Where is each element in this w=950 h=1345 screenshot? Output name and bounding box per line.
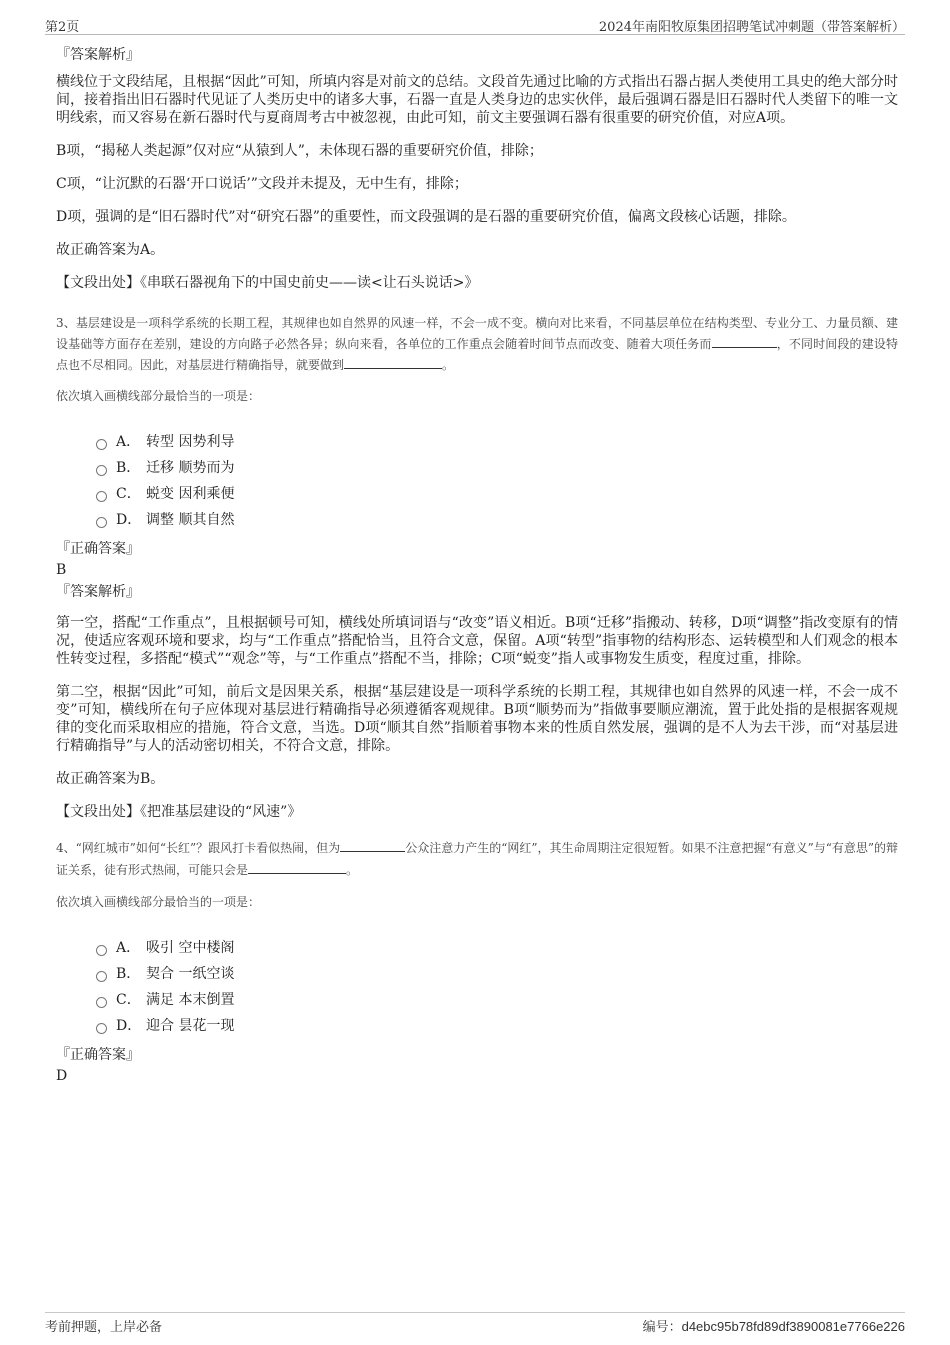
analysis-conclusion: 故正确答案为A。 bbox=[56, 242, 165, 258]
footer-slogan: 考前押题，上岸必备 bbox=[45, 1320, 163, 1335]
option-b[interactable]: B． 契合 一纸空谈 bbox=[96, 961, 898, 987]
analysis-conclusion: 故正确答案为B。 bbox=[56, 771, 165, 787]
correct-answer-value: D bbox=[56, 1068, 68, 1084]
question-3-stem: 3、基层建设是一项科学系统的长期工程，其规律也如自然界的风速一样，不会一成不变。横向对比来看，不同基层单位在结构类型、专业分工、力量员额、建设基础等方面存在差别，建设的方向路子必然各异；纵向来看，各单位的工作重点会随着时间节点而改变、随着大项任务而 ，不同时间段的建设特点也不尽相同。因此，对基层进行精确指导，就要做到 。 bbox=[56, 316, 898, 372]
page-header bbox=[45, 14, 905, 35]
document-title: 2024年南阳牧原集团招聘笔试冲刺题（带答案解析） bbox=[598, 20, 905, 35]
answer-blank bbox=[248, 859, 346, 874]
radio-icon[interactable] bbox=[96, 439, 107, 450]
analysis-paragraph: B项，“揭秘人类起源”仅对应“从猿到人”，未体现石器的重要研究价值，排除； bbox=[56, 143, 543, 159]
radio-icon[interactable] bbox=[96, 997, 107, 1008]
question-4-options bbox=[96, 935, 898, 1039]
option-d[interactable]: D． 调整 顺其自然 bbox=[96, 507, 898, 533]
radio-icon[interactable] bbox=[96, 971, 107, 982]
analysis-paragraph: 第一空，搭配“工作重点”，且根据顿号可知，横线处所填词语与“改变”语义相近。B项“迁移”指搬动、转移，D项“调整”指改变原有的情况，使适应客观环境和要求，均与“工作重点”搭配恰当，且符合文意，保留。A项“转型”指事物的结构形态、运转模型和人们观念的根本性转变过程，多搭配“模式”“观念”等，与“工作重点”搭配不当，排除；C项“蜕变”指人或事物发生质变，程度过重，排除。 bbox=[56, 615, 898, 667]
answer-blank bbox=[712, 333, 777, 348]
radio-icon[interactable] bbox=[96, 517, 107, 528]
analysis-paragraph: C项，“让沉默的石器‘开口说话’”文段并未提及，无中生有，排除； bbox=[56, 176, 468, 192]
analysis-paragraph: 第二空，根据“因此”可知，前后文是因果关系，根据“基层建设是一项科学系统的长期工程，其规律也如自然界的风速一样，不会一成不变”可知，横线所在句子应体现对基层进行精确指导必须遵循客观规律。B项“顺势而为”指做事要顺应潮流，置于此处指的是根据客观规律的变化而采取相应的措施，符合文意，当选。D项“顺其自然”指顺着事物本来的性质自然发展，强调的是不人为去干涉，而“对基层进行精确指导”与人的活动密切相关，不符合文意，排除。 bbox=[56, 684, 898, 754]
correct-answer-label: 『正确答案』 bbox=[56, 541, 140, 557]
document-code: 编号：d4ebc95b78fd89df3890081e7766e226 bbox=[642, 1319, 905, 1335]
option-a[interactable]: A． 转型 因势利导 bbox=[96, 429, 898, 455]
page-footer bbox=[45, 1312, 905, 1335]
radio-icon[interactable] bbox=[96, 491, 107, 502]
analysis-label: 『答案解析』 bbox=[56, 47, 140, 63]
option-a[interactable]: A． 吸引 空中楼阁 bbox=[96, 935, 898, 961]
question-4-stem: 4、“网红城市”如何“长红”？跟风打卡看似热闹，但为 公众注意力产生的“网红”，其生命周期注定很短暂。如果不注意把握“有意义”与“有意思”的辩证关系，徒有形式热闹，可能只会是 。 bbox=[56, 837, 898, 881]
correct-answer-value: B bbox=[56, 562, 67, 578]
radio-icon[interactable] bbox=[96, 1023, 107, 1034]
page-number: 第2页 bbox=[45, 20, 80, 35]
radio-icon[interactable] bbox=[96, 465, 107, 476]
passage-source: 【文段出处】《把准基层建设的“风速”》 bbox=[56, 804, 302, 820]
option-c[interactable]: C． 满足 本末倒置 bbox=[96, 987, 898, 1013]
option-d[interactable]: D． 迎合 昙花一现 bbox=[96, 1013, 898, 1039]
page-content bbox=[56, 46, 898, 1089]
radio-icon[interactable] bbox=[96, 945, 107, 956]
answer-blank bbox=[340, 837, 405, 852]
analysis-paragraph: 横线位于文段结尾，且根据“因此”可知，所填内容是对前文的总结。文段首先通过比喻的方式指出石器占据人类使用工具史的绝大部分时间，接着指出旧石器时代见证了人类历史中的诸多大事，石器一直是人类身边的忠实伙伴，最后强调石器是旧石器时代人类留下的唯一文明线索，而又容易在新石器时代与夏商周考古中被忽视，由此可知，前文主要强调石器有很重要的研究价值，对应A项。 bbox=[56, 74, 898, 126]
option-b[interactable]: B． 迁移 顺势而为 bbox=[96, 455, 898, 481]
analysis-paragraph: D项，强调的是“旧石器时代”对“研究石器”的重要性，而文段强调的是石器的重要研究价值，偏离文段核心话题，排除。 bbox=[56, 209, 796, 225]
question-4-prompt: 依次填入画横线部分最恰当的一项是： bbox=[56, 895, 261, 909]
passage-source: 【文段出处】《串联石器视角下的中国史前史——读<让石头说话>》 bbox=[56, 275, 479, 291]
question-3-options bbox=[96, 429, 898, 533]
answer-blank bbox=[344, 354, 442, 369]
question-3-prompt: 依次填入画横线部分最恰当的一项是： bbox=[56, 389, 261, 403]
option-c[interactable]: C． 蜕变 因利乘便 bbox=[96, 481, 898, 507]
correct-answer-label: 『正确答案』 bbox=[56, 1047, 140, 1063]
analysis-label: 『答案解析』 bbox=[56, 584, 140, 600]
